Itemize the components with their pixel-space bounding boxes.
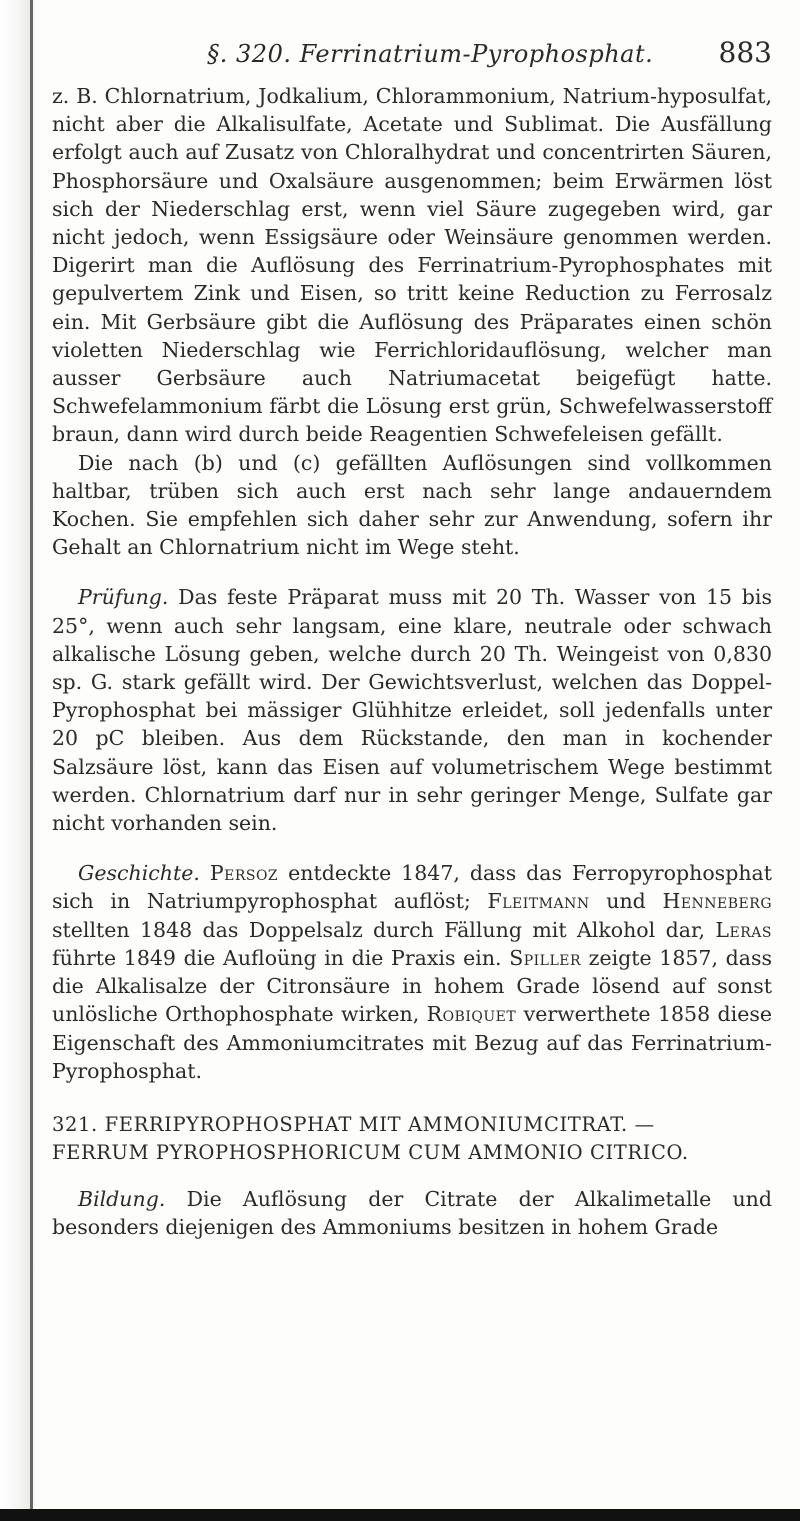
book-page [52,36,772,1241]
gutter-shadow-line [30,0,33,1521]
pruefung-lead: Prüfung. [78,585,169,610]
geschichte-text: zeigte 1857, dass die Alkalisalze der Citronsäure in hohem Grade lösend auf sonst unlösliche Orthophosphate wirken, [52,945,772,1027]
section-geschichte [52,859,772,1085]
section-heading-line: 321. FERRIPYROPHOSPHAT MIT AMMONIUMCITRAT. — [52,1112,655,1136]
author-name: Robiquet [426,1002,517,1027]
page-number: 883 [718,36,772,69]
geschichte-text: verwerthete 1858 diese Eigenschaft des Ammoniumcitrates mit Bezug auf das Ferrinatrium-Pyrophosphat. [52,1002,772,1083]
paragraph-intro: z. B. Chlornatrium, Jodkalium, Chlorammonium, Natrium-hyposulfat, nicht aber die Alkalisulfate, Acetate und Sublimat. Die Ausfällung erfolgt auch auf Zusatz von Chloralhydrat und concentrirten Säuren, Phosphorsäure und Oxalsäure ausgenommen; beim Erwärmen löst sich der Niederschlag erst, wenn viel Säure zugegeben wird, gar nicht jedoch, wenn Essigsäure oder Weinsäure genommen werden. Digerirt man die Auflösung des Ferrinatrium-Pyrophosphates mit gepulvertem Zink und Eisen, so tritt keine Reduction zu Ferrosalz ein. Mit Gerbsäure gibt die Auflösung des Präparates einen schön violetten Niederschlag wie Ferrichloridauflösung, welcher man ausser Gerbsäure auch Natriumacetat beigefügt hatte. Schwefelammonium färbt die Lösung erst grün, Schwefelwasserstoff braun, dann wird durch beide Reagentien Schwefeleisen gefällt. [52,84,772,447]
geschichte-text: stellten 1848 das Doppelsalz durch Fällung mit Alkohol dar, [52,917,716,942]
geschichte-text: und [589,889,663,914]
author-name: Spiller [509,945,582,970]
page-header [52,36,772,82]
running-title: §. 320. Ferrinatrium-Pyrophosphat. [207,40,654,68]
section-pruefung [52,583,772,837]
bildung-lead: Bildung. [78,1186,166,1211]
scan-bottom-edge [0,1509,800,1521]
section-heading-line: FERRUM PYROPHOSPHORICUM CUM AMMONIO CITRICO. [52,1140,689,1164]
paragraph-stability: Die nach (b) und (c) gefällten Auflösungen sind vollkommen haltbar, trüben sich auch erst nach sehr lange andauerndem Kochen. Sie empfehlen sich daher sehr zur Anwendung, sofern ihr Gehalt an Chlornatrium nicht im Wege steht. [52,450,772,560]
geschichte-text: entdeckte 1847, dass das Ferropyrophosphat sich in Natriumpyrophosphat auflöst; [52,861,772,914]
geschichte-text [200,861,210,885]
author-name: Henneberg [662,889,773,914]
author-name: Fleitmann [487,889,590,914]
geschichte-text: führte 1849 die Aufloüng in die Praxis ein. [52,945,510,970]
geschichte-lead: Geschichte. [78,861,200,886]
section-heading-321 [52,1111,772,1167]
pruefung-text: Das feste Präparat muss mit 20 Th. Wasser von 15 bis 25°, wenn auch sehr langsam, eine klare, neutrale oder schwach alkalische Lösung geben, welche durch 20 Th. Weingeist von 0,830 sp. G. stark gefällt wird. Der Gewichtsverlust, welchen das Doppel-Pyrophosphat bei mässiger Glühhitze erleidet, soll jedenfalls unter 20 pC bleiben. Aus dem Rückstande, den man in kochender Salzsäure löst, kann das Eisen auf volumetrischem Wege bestimmt werden. Chlornatrium darf nur in sehr geringer Menge, Sulfate gar nicht vorhanden sein. [52,585,772,836]
section-bildung [52,1185,772,1241]
author-name: Persoz [209,861,279,886]
author-name: Leras [715,917,772,942]
bildung-text: Die Auflösung der Citrate der Alkalimetalle und besonders diejenigen des Ammoniums besitzen in hohem Grade [52,1186,772,1240]
